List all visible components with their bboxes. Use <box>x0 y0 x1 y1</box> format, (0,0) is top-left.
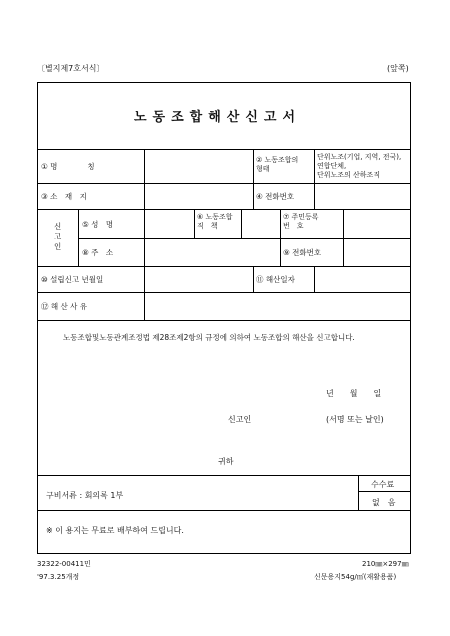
paper-size: 210㎜×297㎜ <box>362 560 409 568</box>
form-title: 노동조합해산신고서 <box>134 110 302 125</box>
signature-label: (서명 또는 날인) <box>326 415 384 424</box>
name-label: ① 명 칭 <box>41 162 95 171</box>
reporter-side-label: 신 고 인 <box>54 222 62 251</box>
statement-text: 노동조합및노동관계조정법 제28조제2항의 규정에 의하여 노동조합의 해산을 신고합니다. <box>63 333 355 342</box>
reporter-label: 신고인 <box>228 415 252 424</box>
founding-date-label: ⑩ 설립신고 년월일 <box>41 275 104 284</box>
reason-label: ⑫ 해 산 사 유 <box>41 302 88 311</box>
address-label: ③ 소 재 지 <box>41 192 87 201</box>
revision-date: '97.3.25개정 <box>37 573 80 581</box>
fee-value: 없 음 <box>372 498 396 507</box>
attachments-text: 구비서류 : 회의록 1부 <box>46 491 124 500</box>
rep-address-label: ⑧ 주 소 <box>82 248 114 257</box>
rep-position-label: ⑥ 노동조합 직 책 <box>197 213 233 230</box>
union-type-value: 단위노조(기업, 지역, 전국), 연합단체, 단위노조의 산하조직 <box>317 153 402 179</box>
rep-name-label: ⑤ 성 명 <box>82 220 114 229</box>
rep-phone-label: ⑨ 전화번호 <box>283 248 322 257</box>
recipient-label: 귀하 <box>218 457 234 466</box>
union-type-label: ② 노동조합의 형태 <box>256 156 299 173</box>
phone-label: ④ 전화번호 <box>256 192 295 201</box>
free-note: ※ 이 용지는 무료로 배부하여 드립니다. <box>46 526 184 535</box>
paper-spec: 신문용지54g/㎡(재활용품) <box>314 573 397 581</box>
fee-label: 수수료 <box>371 480 395 489</box>
page-side: (앞쪽) <box>387 64 409 73</box>
dissolution-date-label: ⑪ 해산일자 <box>256 275 295 284</box>
rep-id-label: ⑦ 주민등록 번 호 <box>283 213 319 230</box>
form-code: 32322-00411민 <box>37 560 91 568</box>
form-number: 〔별지제7호서식〕 <box>37 64 105 73</box>
date-line: 년 월 일 <box>326 389 382 398</box>
